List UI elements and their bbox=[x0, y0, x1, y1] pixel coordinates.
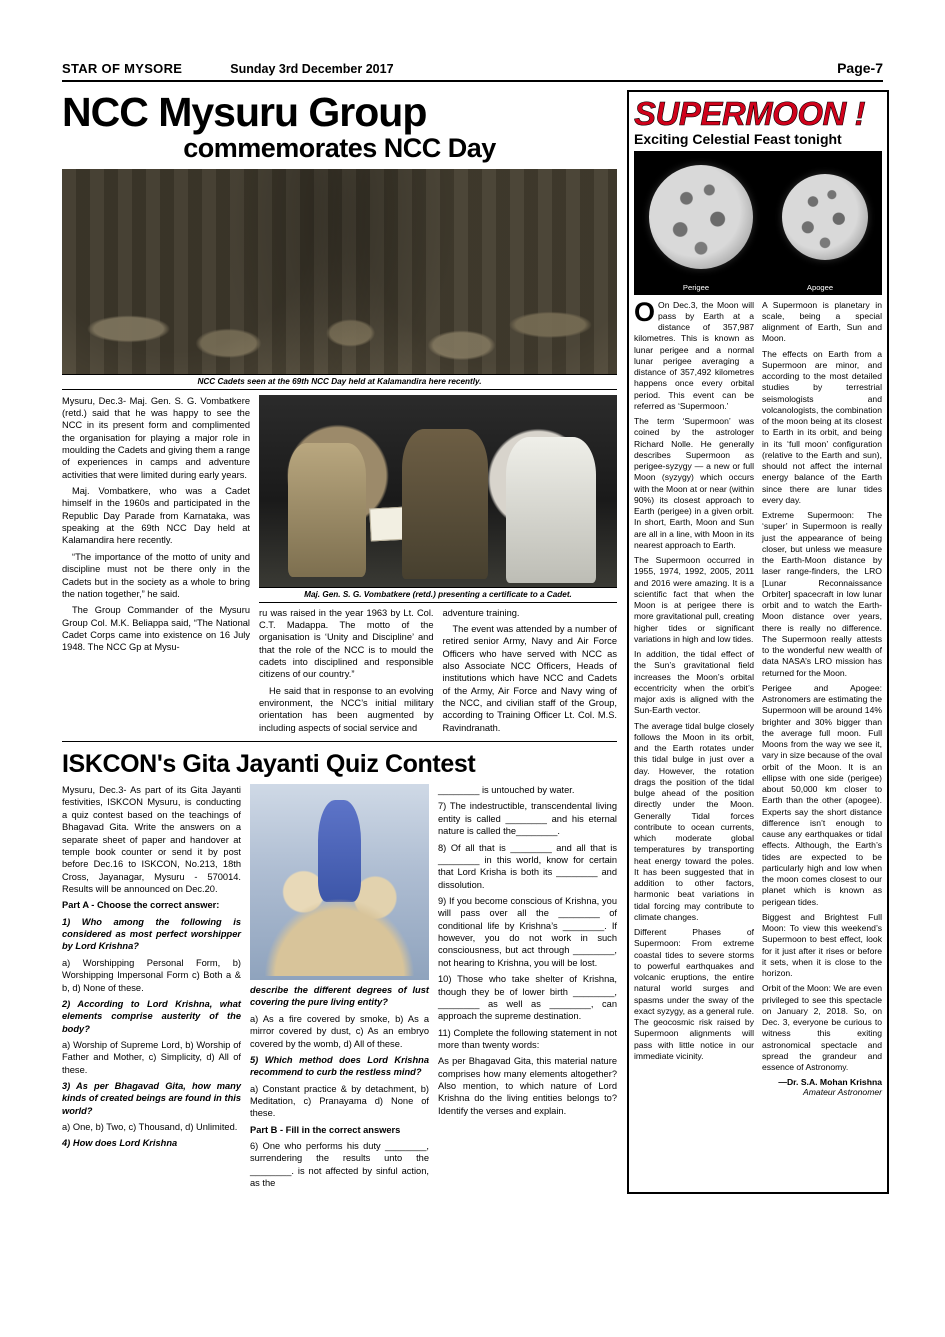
question-7: 7) The indestructible, transcendental living entity is called ________ and his eternal nature is called the________. bbox=[438, 801, 617, 837]
ncc-article-columns bbox=[62, 395, 617, 739]
supermoon-column-2 bbox=[762, 300, 882, 1098]
page-content bbox=[62, 90, 883, 1194]
white-coat-figure bbox=[506, 437, 596, 583]
ncc-award-block bbox=[259, 395, 617, 739]
moon-comparison-photo bbox=[634, 151, 882, 283]
paragraph: adventure training. bbox=[442, 607, 520, 618]
question-6-cont: ________ is untouched by water. bbox=[438, 785, 575, 796]
question-3-options: a) One, b) Two, c) Thousand, d) Unlimited. bbox=[62, 1122, 238, 1133]
supermoon-subtitle: Exciting Celestial Feast tonight bbox=[634, 131, 842, 147]
question-6: 6) One who performs his duty ________, surrendering the results unto the ________. is not affected by sinful action, as the bbox=[250, 1141, 429, 1189]
question-4-options: a) As a fire covered by smoke, b) As a mirror covered by dust, c) As an embryo covered by the womb, d) All of these. bbox=[250, 1013, 429, 1049]
paragraph: Biggest and Brightest Full Moon: To view this weekend’s Supermoon to best effect, look for it just after it rises or before it sets, when it is close to the horizon. bbox=[762, 911, 882, 979]
left-column-zone bbox=[62, 90, 617, 1194]
perigee-label: Perigee bbox=[682, 282, 710, 292]
paragraph-text: On Dec.3, the Moon will pass by Earth at a distance of 357,987 kilometres. This is known as lunar perigee and a normal lunar perigee averaging a distance of 357,492 kilometres happens once every orbital period. This event can be referred as ‘Supermoon.’ bbox=[634, 299, 754, 411]
award-ceremony-photo bbox=[259, 395, 617, 587]
question-1: 1) Who among the following is considered as most perfect worshipper by Lord Krishna? bbox=[62, 916, 241, 952]
iskcon-columns bbox=[62, 784, 617, 1193]
publication-title: STAR OF MYSORE bbox=[62, 61, 183, 76]
part-a-heading: Part A - Choose the correct answer: bbox=[62, 900, 220, 911]
author-role: Amateur Astronomer bbox=[803, 1087, 882, 1098]
supermoon-title: SUPERMOON ! bbox=[634, 95, 866, 132]
paragraph: Mysuru, Dec.3- Maj. Gen. S. G. Vombatkere (retd.) said that he was happy to see the NCC in its present form and complimented the organisation for playing a major role in moulding the Cadets and giving them a range of experiences in camps and adventure activities that were limited during early years. bbox=[62, 395, 250, 480]
section-divider bbox=[62, 741, 617, 742]
supermoon-column-1 bbox=[634, 296, 754, 1098]
part-b-heading: Part B - Fill in the correct answers bbox=[250, 1124, 401, 1135]
question-1-options: a) Worshipping Personal Form, b) Worshipping Impersonal Form c) Both a & b, d) None of these. bbox=[62, 957, 241, 993]
paragraph: The event was attended by a number of retired senior Army, Navy and Air Force Officers who have served with NCC as also Associate NCC Officers, Heads of institutions which have NCC and Cadets of the Army, Air Force and Navy wing of the NCC, and civilian staff of the Group, according to Training Officer Lt. Col. M.S. Ravindranath. bbox=[442, 623, 617, 733]
paragraph: The term ‘Supermoon’ was coined by the astrologer Richard Nolle. He generally describes Supermoon as perigee-syzygy — a new or full Moon (syzygy) which occurs with the Moon at or near (within 90%) its closest approach to Earth (perigee) in a given orbit. In short, Earth, Moon and Sun are all in a line, with Moon in its nearest approach to Earth. bbox=[634, 416, 754, 550]
question-4-cont: describe the different degrees of lust covering the pure living entity? bbox=[250, 985, 429, 1008]
question-2: 2) According to Lord Krishna, what elements comprise austerity of the body? bbox=[62, 998, 241, 1034]
question-11-body: As per Bhagavad Gita, this material nature comprises how many elements altogether? Also mention, to which nature of Lord Krishna do the living entities belongs to? Identify the verses and explain. bbox=[438, 1056, 617, 1116]
certificate bbox=[369, 503, 466, 541]
ncc-column-2 bbox=[259, 607, 434, 739]
paragraph: A Supermoon is planetary in scale, being a special alignment of Earth, Sun and Moon. bbox=[762, 299, 882, 344]
crowd-image bbox=[62, 169, 617, 374]
paragraph: The Group Commander of the Mysuru Group Col. M.K. Beliappa said, “The National Cadet Corps came into existence on 16 July 1948. The NCC Gp at Mysu- bbox=[62, 605, 250, 653]
apogee-moon-image bbox=[782, 174, 868, 260]
masthead bbox=[62, 60, 883, 82]
question-9: 9) If you become conscious of Krishna, you will pass over all the ________ of conditional life by Krishna’s ________. If however, you do not work in such consciousness, but act through ________, not hearing to Krishna, you will be lost. bbox=[438, 895, 617, 968]
moon-labels bbox=[634, 283, 882, 295]
iskcon-column-3 bbox=[438, 784, 617, 1193]
ncc-column-1 bbox=[62, 395, 250, 739]
paragraph: He said that in response to an evolving environment, the NCC’s initial military orientation has been augmented by including aspects of social service and bbox=[259, 685, 434, 733]
paragraph: The average tidal bulge closely follows the Moon in its orbit, and the Earth rotates under this tidal bulge in just over a day. However, the rotation drags the position of the tidal bulge ahead of the position directly under the Moon. Generally Tidal forces contribute to ocean currents, which moderate global temperatures by transporting heat energy toward the poles. It has been suggested that in addition to other factors, harmonic beat variations in tidal forcing may contribute to climate changes. bbox=[634, 720, 754, 922]
paragraph: Different Phases of Supermoon: From extreme coastal tides to severe storms to powerful earthquakes and volcanic eruptions, the entire natural world surges and spasms under the sway of the exact syzygy, as a general rule. The geocosmic risk raised by Supermoon alignments will pass with little notice in our immediate vicinity. bbox=[634, 927, 754, 1061]
ncc-column-3 bbox=[443, 607, 618, 739]
question-10: 10) Those who take shelter of Krishna, though they be of lower birth ________, ________ as well as ________, can approach the supreme destination. bbox=[438, 974, 617, 1022]
paragraph: In addition, the tidal effect of the Sun’s gravitational field increases the Moon’s orbital eccentricity when the orbit’s major axis is aligned with the Sun-Earth vector. bbox=[634, 649, 754, 716]
supermoon-columns bbox=[634, 296, 882, 1098]
iskcon-headline: ISKCON's Gita Jayanti Quiz Contest bbox=[62, 750, 476, 779]
award-photo-caption: Maj. Gen. S. G. Vombatkere (retd.) presenting a certificate to a Cadet. bbox=[259, 587, 617, 603]
drop-cap: O bbox=[634, 296, 656, 327]
question-3: 3) As per Bhagavad Gita, how many kinds of created beings are found in this world? bbox=[62, 1081, 241, 1116]
issue-date: Sunday 3rd December 2017 bbox=[230, 62, 394, 76]
page-number: Page-7 bbox=[837, 60, 883, 76]
question-8: 8) Of all that is ________ and all that is ________ in this world, know for certain that Lord Krisha is both its ________ and dissolution. bbox=[438, 842, 617, 890]
paragraph: ru was raised in the year 1963 by Lt. Col. C.T. Madappa. The motto of the organisation is ‘Unity and Discipline’ and that the role of the NCC is to mould the cadets into disciplined and responsible citizens of our country.” bbox=[259, 607, 434, 680]
iskcon-column-2 bbox=[250, 784, 429, 1193]
author-byline: —Dr. S.A. Mohan Krishna bbox=[778, 1077, 882, 1088]
paragraph-dropcap bbox=[634, 296, 754, 413]
paragraph: Maj. Vombatkere, who was a Cadet himself in the 1960s and participated in the Republic Day Parade from Karnataka, was speaking at the 69th NCC Day held at Kalamandira here recently. bbox=[62, 486, 250, 546]
question-4: 4) How does Lord Krishna bbox=[62, 1138, 178, 1149]
ncc-subcolumns bbox=[259, 607, 617, 739]
ncc-photo-caption: NCC Cadets seen at the 69th NCC Day held at Kalamandira here recently. bbox=[62, 374, 617, 390]
perigee-moon-image bbox=[649, 165, 753, 269]
paragraph: Extreme Supermoon: The ‘super’ in Supermoon is really just the appearance of being closer, but unless we measure the Earth-Moon distance by laser range-finders, the LRO [Lunar Reconnaissance Orbiter] spacecraft in low lunar orbit and to watch the Earth-Moon distance over years, there is really no difference. The Supermoon really attests to the wonderful new wealth of data NASA’s LRO mission has returned for the Moon. bbox=[762, 510, 882, 678]
paragraph: Mysuru, Dec.3- As part of its Gita Jayanti festivities, ISKCON Mysuru, is conducting a quiz contest based on the teachings of Bhagavad Gita. Write the answers on a separate sheet of paper and handover at temple book counter or send it by post before Dec.16 to ISKCON, No.213, 18th Cross, Jayanagar, Mysuru - 570014. Results will be announced on Dec.20. bbox=[62, 785, 241, 894]
paragraph: The effects on Earth from a Supermoon are minor, and according to the most detailed studies by terrestrial seismologists and volcanologists, the combination of the moon being at its closest to Earth in its orbit, and being in its ‘full moon’ configuration (relative to the Earth and sun), should not affect the internal energy balance of the Earth since there are lunar tides every day. bbox=[762, 348, 882, 505]
question-5-options: a) Constant practice & by detachment, b) Meditation, c) Pranayama d) None of these. bbox=[250, 1083, 429, 1119]
ncc-headline-line1: NCC Mysuru Group bbox=[62, 89, 427, 135]
apogee-label: Apogee bbox=[806, 282, 834, 292]
krishna-illustration bbox=[250, 784, 429, 980]
supermoon-article-box bbox=[627, 90, 889, 1194]
ncc-cadets-photo bbox=[62, 169, 617, 374]
iskcon-column-1 bbox=[62, 784, 241, 1193]
question-2-options: a) Worship of Supreme Lord, b) Worship of Father and Mother, c) Simplicity, d) All of these. bbox=[62, 1039, 241, 1075]
paragraph: The Supermoon occurred in 1955, 1974, 1992, 2005, 2011 and 2016 were amazing. It is a scientific fact that when the Moon is at perigee there is more gravitational pull, creating higher tides or significant variations in high and low tides. bbox=[634, 555, 754, 644]
question-11: 11) Complete the following statement in not more than twenty words: bbox=[438, 1027, 617, 1050]
paragraph: “The importance of the motto of unity and discipline must not be there only in the Cadets but in the society as a whole to bring the nation together,” he said. bbox=[62, 551, 250, 599]
paragraph: Orbit of the Moon: We are even privileged to see this spectacle on January 2, 2018. So, on Dec. 3, everyone be curious to witness this exiting astronomical spectacle and spread the grandeur and essence of Astronomy. bbox=[762, 983, 882, 1073]
ncc-headline-line2: commemorates NCC Day bbox=[183, 133, 496, 164]
question-5: 5) Which method does Lord Krishna recommend to curb the restless mind? bbox=[250, 1054, 429, 1078]
paragraph: Perigee and Apogee: Astronomers are estimating the Supermoon will be around 14% brighter and 30% bigger than the average full moon. Full Moons from the way we see it, vary in size because of the oval orbit of the Moon. It is an ellipse with one side (perigee) about 50,000 km closer to Earth than the other (apogee). Experts say the short distance difference isn’t enough to cause any earthquakes or tidal effects. Although, the Earth’s tides are expected to be particularly high and low when the moon comes closest to our planet which is known as perigean tides. bbox=[762, 682, 882, 907]
